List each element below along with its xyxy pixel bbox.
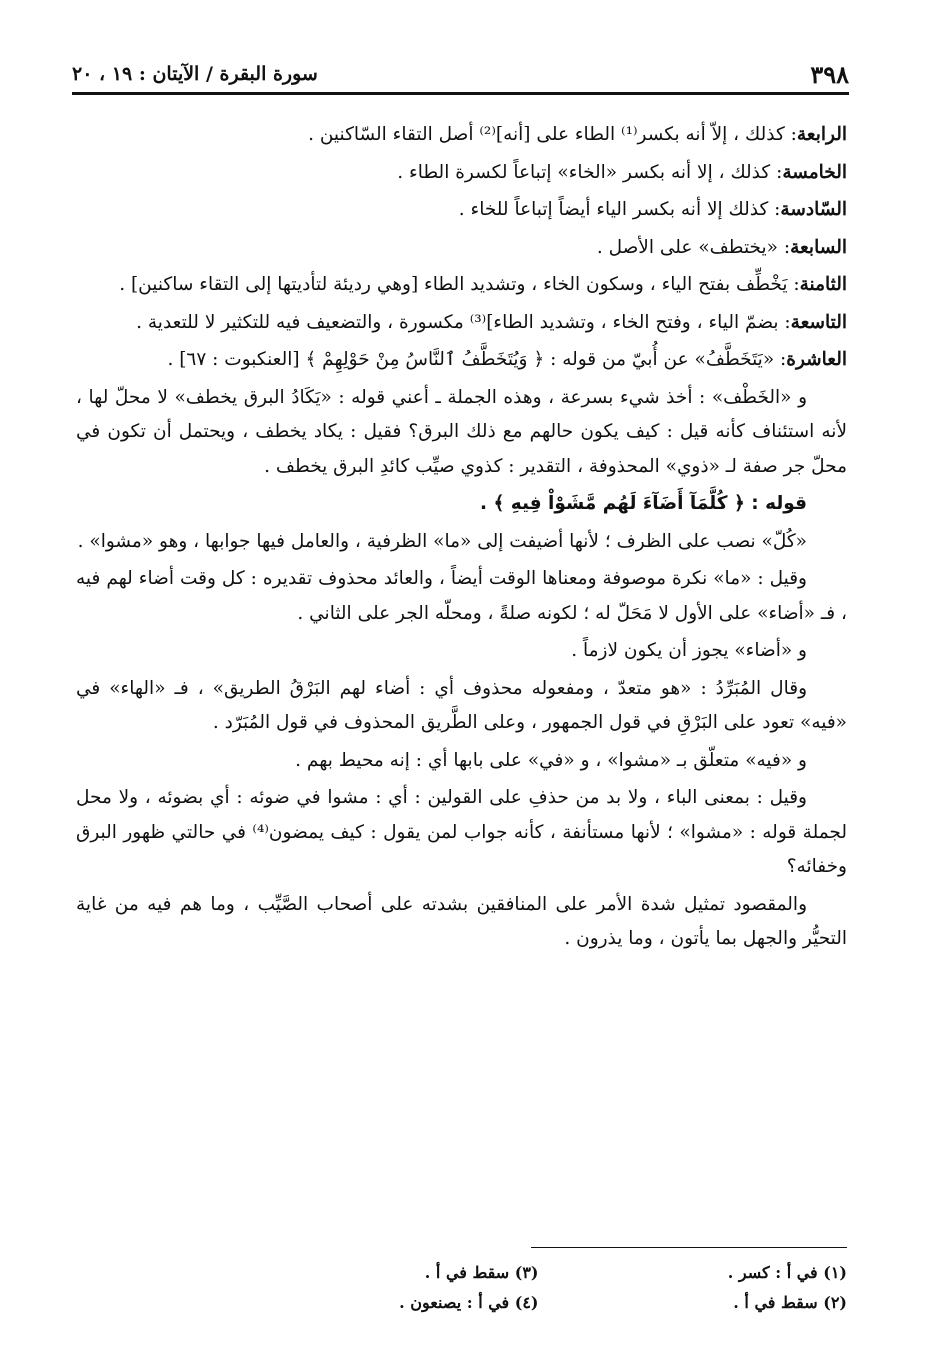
- footnote-3: (٣) سقط في أ .: [424, 1263, 539, 1282]
- paragraph-lead: التاسعة: [790, 311, 847, 333]
- paragraph-verse-quote: [76, 487, 847, 522]
- paragraph-5th-reading: [76, 156, 847, 191]
- paragraph-lead: العاشرة: [786, 349, 847, 370]
- paragraph-ma: [76, 562, 847, 631]
- paragraph-4th-reading: [76, 118, 847, 153]
- paragraph-kull: [76, 525, 847, 560]
- paragraph-conclusion: [76, 888, 847, 957]
- paragraph-lead: السابعة: [790, 236, 847, 258]
- footnote-divider: [531, 1247, 847, 1248]
- page-number: ٣٩٨: [810, 59, 849, 89]
- running-header: [72, 56, 849, 95]
- paragraph-text: : «يَتَخَطَّفُ» عن أُبيّ من قوله : ﴿ وَيُتَخَطَّفُ ٱلنَّاسُ مِنْ حَوْلِهِمْ ﴾ [العنكبوت : ٦٧] .: [167, 349, 787, 370]
- footnotes: [230, 1258, 847, 1318]
- paragraph-khatf: [76, 381, 847, 485]
- paragraph-text: قوله : ﴿ كُلَّمَآ أَضَآءَ لَهُم مَّشَوْاْ فِيهِ ﴾ .: [479, 493, 807, 514]
- paragraph-lead: السّادسة: [780, 199, 847, 220]
- paragraph-10th-reading: [76, 343, 847, 378]
- paragraph-8th-reading: [76, 268, 847, 303]
- paragraph-9th-reading: [76, 306, 847, 341]
- main-text: [76, 118, 847, 960]
- paragraph-text: : يَخْطِّف بفتح الياء ، وسكون الخاء ، وتشديد الطاء [وهي رديئة لتأديتها إلى التقاء ساكنين] .: [119, 274, 800, 295]
- footnote-4: (٤) في أ : يصنعون .: [399, 1293, 539, 1312]
- paragraph-text: و «أضاء» يجوز أن يكون لازماً .: [571, 640, 807, 661]
- paragraph-baa: [76, 781, 847, 885]
- paragraph-text: : «يختطف» على الأصل .: [596, 236, 791, 258]
- paragraph-text: : كذلك إلا أنه بكسر الياء أيضاً إتباعاً للخاء .: [458, 199, 781, 220]
- paragraph-text: والمقصود تمثيل شدة الأمر على المنافقين بشدته على أصحاب الصَّيِّب ، وما هم فيه من غاية التحيُّر والجهل بما يأتون ، وما يذرون .: [76, 893, 847, 949]
- footnote-1: (١) في أ : كسر .: [727, 1263, 847, 1282]
- paragraph-text: : كذلك ، إلا أنه بكسر «الخاء» إتباعاً لكسرة الطاء .: [397, 161, 783, 183]
- paragraph-mubarrad: [76, 672, 847, 741]
- paragraph-text: : كذلك ، إلاّ أنه بكسر⁽¹⁾ الطاء على [أنه]⁽²⁾ أصل التقاء السّاكنين .: [308, 124, 797, 145]
- paragraph-text: : بضمّ الياء ، وفتح الخاء ، وتشديد الطاء]⁽³⁾ مكسورة ، والتضعيف فيه للتكثير لا للتعدية .: [136, 311, 791, 333]
- paragraph-text: و «فيه» متعلّق بـ «مشوا» ، و «في» على بابها أي : إنه محيط بهم .: [295, 749, 807, 771]
- paragraph-text: وقال المُبَرِّدُ : «هو متعدّ ، ومفعوله محذوف أي : أضاء لهم البَرْقُ الطريق» ، فـ «الهاء» في «فيه» تعود على البَرْقِ في قول الجمهور ، وعلى الطَّريق المحذوف في قول المُبَرّد .: [76, 677, 847, 733]
- paragraph-lead: الرابعة: [796, 124, 847, 145]
- paragraph-text: «كُلّ» نصب على الظرف ؛ لأنها أضيفت إلى «ما» الظرفية ، والعامل فيها جوابها ، وهو «مشوا» .: [77, 530, 807, 552]
- paragraph-fihi: [76, 744, 847, 779]
- paragraph-text: وقيل : بمعنى الباء ، ولا بد من حذفِ على القولين : أي : مشوا في ضوئه : أي بضوئه ، ولا محل لجملة قوله : «مشوا» ؛ لأنها مستأنفة ، كأنه جواب لمن يقول : كيف يمضون⁽⁴⁾ في حالتي ظهور البرق وخفائه؟: [76, 787, 847, 877]
- paragraph-adaa: [76, 634, 847, 669]
- paragraph-text: وقيل : «ما» نكرة موصوفة ومعناها الوقت أيضاً ، والعائد محذوف تقديره : كل وقت أضاء لهم فيه ، فـ «أضاء» على الأول لا مَحَلّ له ؛ لكونه صلةً ، ومحلّه الجر على الثاني .: [76, 568, 847, 624]
- running-title: سورة البقرة / الآيتان : ١٩ ، ٢٠: [72, 63, 318, 85]
- paragraph-lead: الخامسة: [782, 161, 847, 183]
- footnote-2: (٢) سقط في أ .: [733, 1293, 847, 1312]
- paragraph-lead: الثامنة: [799, 274, 847, 295]
- paragraph-text: و «الخَطْف» : أخذ شيء بسرعة ، وهذه الجملة ـ أعني قوله : «يَكَادُ البرق يخطف» لا محلّ لها ، لأنه استئناف كأنه قيل : كيف يكون حالهم مع ذلك البرق؟ فقيل : يكاد يخطف ، ويحتمل أن تكون في محلّ جر صفة لـ «ذوي» المحذوفة ، التقدير : كذوي صيِّب كائدِ البرق يخطف .: [76, 386, 847, 477]
- paragraph-6th-reading: [76, 193, 847, 228]
- paragraph-7th-reading: [76, 231, 847, 266]
